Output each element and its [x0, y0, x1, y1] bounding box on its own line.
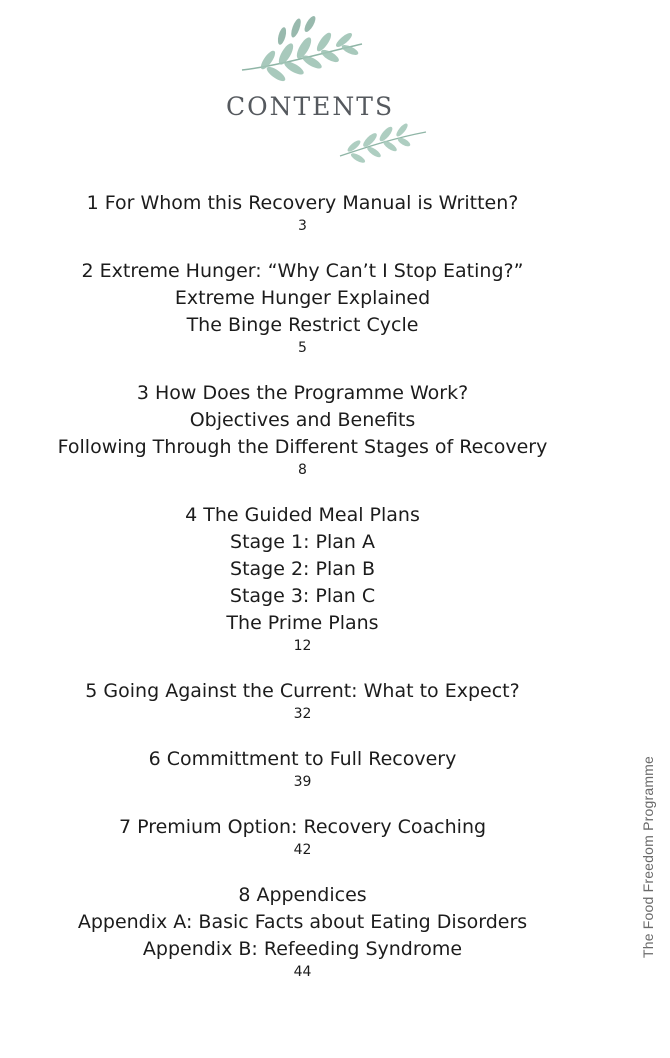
toc-line: The Prime Plans: [226, 612, 379, 634]
toc-page-number: 32: [293, 706, 312, 722]
toc-line: The Binge Restrict Cycle: [186, 314, 419, 336]
toc-line: 3 How Does the Programme Work?: [136, 382, 469, 404]
toc-page-number: 5: [298, 340, 307, 356]
toc-section-2[interactable]: [0, 258, 605, 358]
toc-line: 8 Appendices: [238, 884, 367, 906]
toc-page-number: 42: [293, 842, 312, 858]
toc-line: Stage 2: Plan B: [230, 558, 375, 580]
toc-section-8[interactable]: [0, 882, 605, 982]
toc-section-4[interactable]: [0, 502, 605, 656]
toc-section-5[interactable]: [0, 678, 605, 724]
toc-section-7[interactable]: [0, 814, 605, 860]
toc-line: 4 The Guided Meal Plans: [185, 504, 420, 526]
toc-line: Appendix A: Basic Facts about Eating Disorders: [77, 911, 528, 933]
toc-line: 2 Extreme Hunger: “Why Can’t I Stop Eating?”: [81, 260, 524, 282]
toc-section-3[interactable]: [0, 380, 605, 480]
vertical-programme-label: The Food Freedom Programme: [640, 755, 656, 959]
toc-page-number: 44: [293, 964, 312, 980]
toc-line: Stage 3: Plan C: [229, 585, 376, 607]
table-of-contents: [0, 190, 605, 1004]
toc-line: Objectives and Benefits: [189, 409, 416, 431]
contents-title: CONTENTS: [226, 92, 395, 121]
toc-line: Extreme Hunger Explained: [174, 287, 431, 309]
toc-line: 5 Going Against the Current: What to Expect?: [85, 680, 520, 702]
contents-header: [0, 0, 670, 180]
toc-line: Stage 1: Plan A: [230, 531, 375, 553]
toc-line: Following Through the Different Stages of Recovery: [57, 436, 548, 458]
toc-line: 6 Committment to Full Recovery: [148, 748, 457, 770]
toc-line: 7 Premium Option: Recovery Coaching: [118, 816, 487, 838]
toc-line: 1 For Whom this Recovery Manual is Written?: [86, 192, 519, 214]
toc-section-1[interactable]: [0, 190, 605, 236]
toc-page-number: 3: [298, 218, 307, 234]
leaf-sprig-top-icon: [238, 10, 368, 90]
toc-page-number: 8: [298, 462, 307, 478]
toc-page-number: 39: [293, 774, 312, 790]
toc-line: Appendix B: Refeeding Syndrome: [142, 938, 463, 960]
toc-page-number: 12: [293, 638, 312, 654]
toc-section-6[interactable]: [0, 746, 605, 792]
leaf-sprig-bottom-icon: [334, 116, 430, 170]
